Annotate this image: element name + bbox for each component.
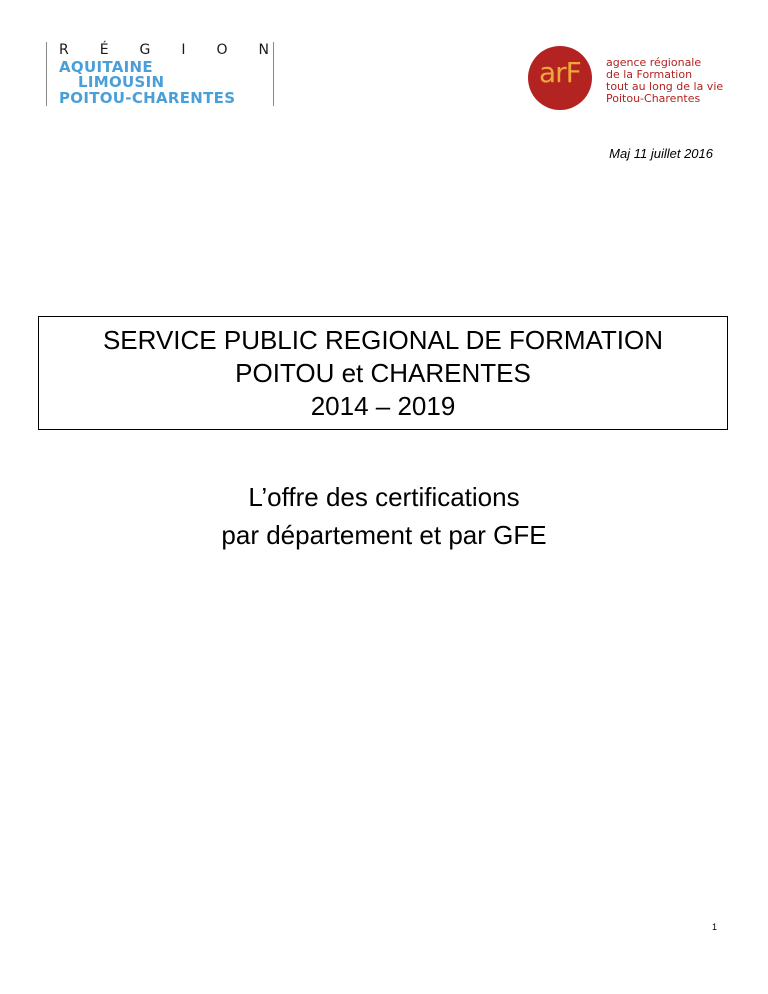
page-number: 1 xyxy=(712,922,718,932)
region-word xyxy=(59,42,269,58)
region-name-limousin: LIMOUSIN xyxy=(78,73,165,91)
logo-divider-right xyxy=(273,42,274,106)
update-date: Maj 11 juillet 2016 xyxy=(609,146,713,161)
region-letter: N xyxy=(258,42,269,58)
region-name-poitou-charentes: POITOU-CHARENTES xyxy=(59,89,236,107)
document-subtitle-line: L’offre des certifications xyxy=(248,482,520,512)
arf-logo xyxy=(528,43,738,109)
region-letter: R xyxy=(59,42,69,58)
document-subtitle xyxy=(0,478,768,554)
arf-logo-line: tout au long de la vie xyxy=(606,80,724,93)
region-letter: I xyxy=(181,42,186,58)
document-title-box xyxy=(38,316,728,430)
document-title-line: SERVICE PUBLIC REGIONAL DE FORMATION xyxy=(102,325,664,355)
region-letter: O xyxy=(216,42,228,58)
logo-divider-left xyxy=(46,42,47,106)
region-name-aquitaine: AQUITAINE xyxy=(59,58,153,76)
region-letter: G xyxy=(139,42,151,58)
arf-logo-text xyxy=(606,57,723,105)
arf-logo-line: Poitou-Charentes xyxy=(606,92,701,105)
document-title-line: 2014 – 2019 xyxy=(310,391,456,421)
arf-logo-mark: arF xyxy=(539,56,581,89)
region-letter: É xyxy=(99,42,109,58)
document-title-line: POITOU et CHARENTES xyxy=(235,358,531,388)
arf-logo-line: de la Formation xyxy=(606,68,693,81)
document-subtitle-line: par département et par GFE xyxy=(221,520,547,550)
region-logo xyxy=(46,42,276,108)
arf-logo-circle xyxy=(528,46,592,110)
arf-logo-line: agence régionale xyxy=(606,56,702,69)
